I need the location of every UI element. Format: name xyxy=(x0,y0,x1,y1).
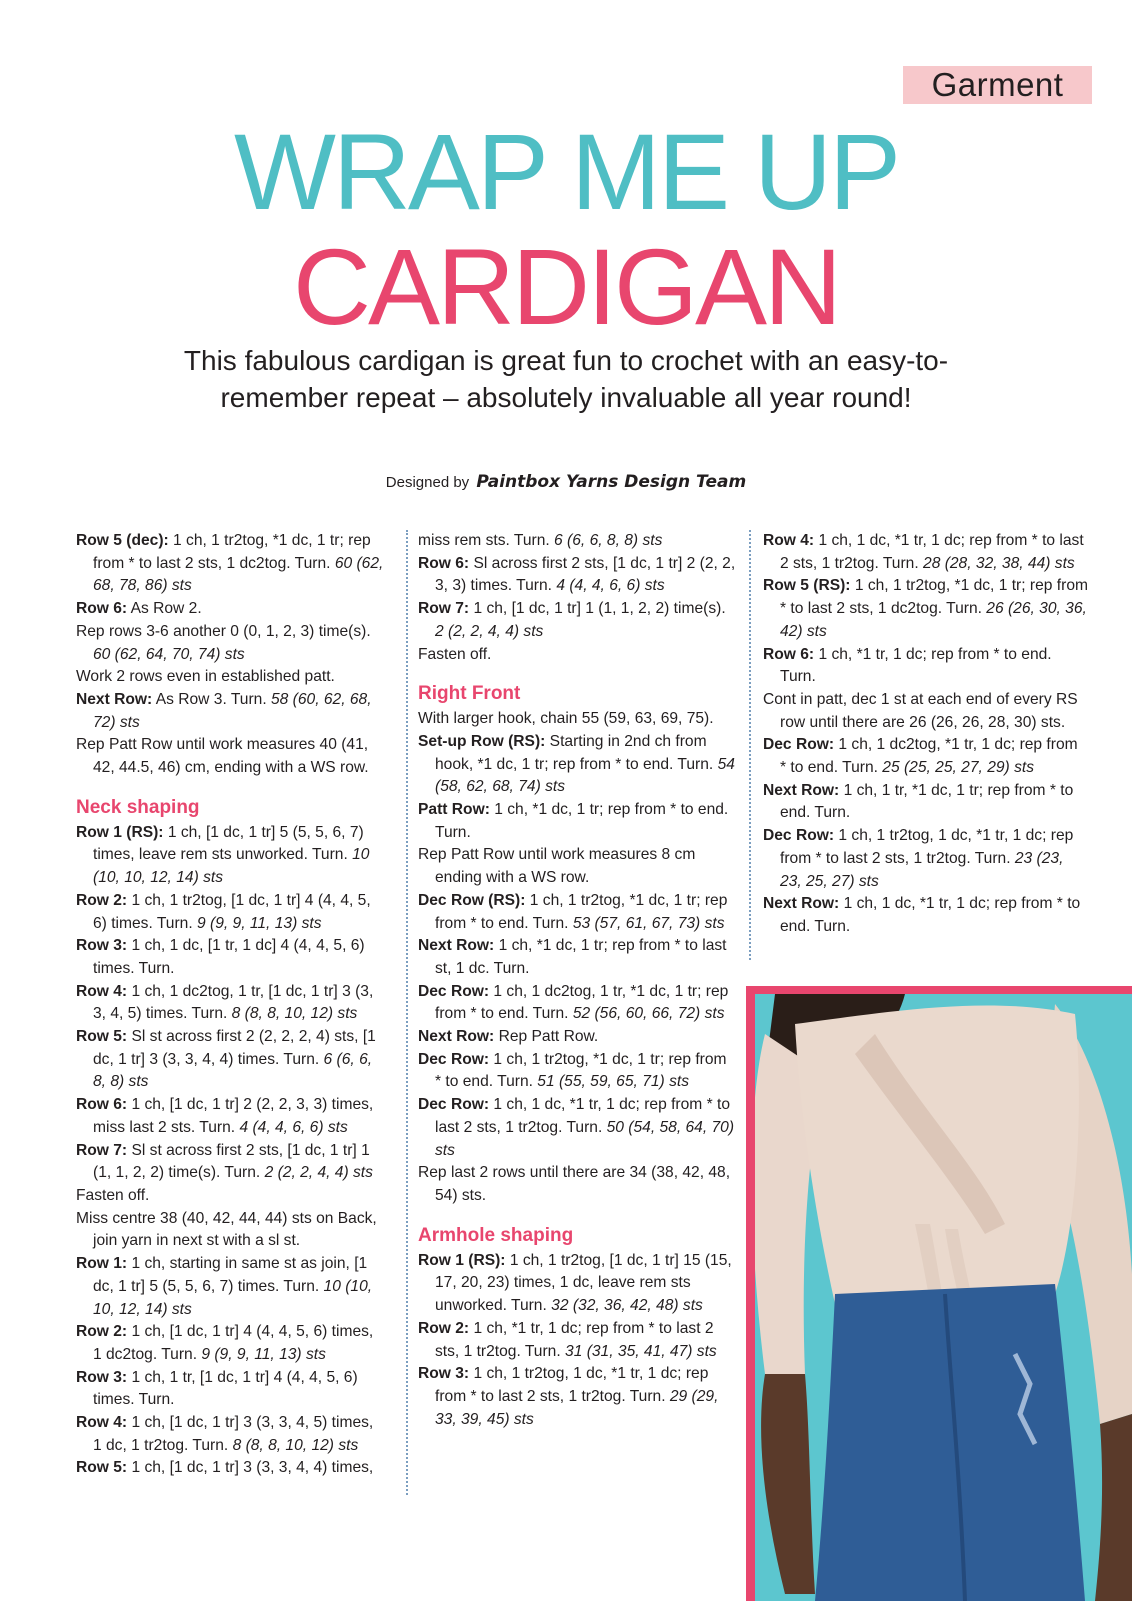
pattern-instruction xyxy=(76,1321,386,1366)
row-label: Row 7: xyxy=(76,1141,128,1159)
credit-name: Paintbox Yarns Design Team xyxy=(476,472,747,492)
pattern-instruction xyxy=(76,1140,386,1185)
pattern-instruction xyxy=(418,1094,736,1162)
pattern-instruction xyxy=(76,822,386,890)
instruction-text: 1 ch, 1 tr2tog, 1 dc, *1 tr, 1 dc; rep from * to last 2 sts, 1 tr2tog. Turn. xyxy=(435,1365,709,1405)
instruction-text: 1 ch, 1 dc2tog, *1 tr, 1 dc; rep from * to end. Turn. xyxy=(780,736,1078,777)
row-label: Row 5 (dec): xyxy=(76,532,169,549)
pattern-instruction xyxy=(418,1363,736,1431)
row-label: Row 3: xyxy=(418,1365,470,1383)
instruction-text: 1 ch, 1 tr2tog, *1 dc, 1 tr; rep from * to end. Turn. xyxy=(435,891,728,932)
pattern-column-2 xyxy=(418,530,736,1431)
pattern-instruction xyxy=(418,1318,736,1363)
instruction-text: Rep Patt Row. xyxy=(494,1028,599,1046)
instruction-text: 1 ch, 1 tr, *1 dc, 1 tr; rep from * to end. Turn. xyxy=(780,781,1074,822)
row-label: Next Row: xyxy=(763,781,840,799)
instruction-text: 1 ch, 1 dc, [1 tr, 1 dc] 4 (4, 4, 5, 6) times. Turn. xyxy=(93,937,365,977)
row-label: Dec Row: xyxy=(763,736,835,754)
pattern-instruction xyxy=(76,598,386,621)
row-label: Row 7: xyxy=(418,600,470,618)
row-label: Set-up Row (RS): xyxy=(418,732,546,750)
pattern-column-1 xyxy=(76,530,386,1480)
pattern-column-3 xyxy=(763,530,1088,939)
section-heading: Neck shaping xyxy=(76,796,200,818)
row-label: Row 1 (RS): xyxy=(76,823,164,841)
row-label: Row 6: xyxy=(418,554,470,572)
stitch-count: 50 (54, 58, 64, 70) sts xyxy=(435,1118,735,1159)
instruction-text: Rep last 2 rows until there are 34 (38, 42, 48, 54) sts. xyxy=(418,1164,731,1204)
instruction-text: 1 ch, 1 dc, *1 tr, 1 dc; rep from * to last 2 sts, 1 tr2tog. Turn. xyxy=(435,1096,731,1136)
column-divider xyxy=(406,530,408,1495)
stitch-count: 2 (2, 2, 4, 4) sts xyxy=(264,1164,373,1182)
pattern-instruction xyxy=(76,1457,386,1480)
instruction-text: miss rem sts. Turn. xyxy=(418,532,555,549)
pattern-instruction xyxy=(76,1367,386,1412)
title-line-1: WRAP ME UP xyxy=(233,111,899,232)
instruction-text: With larger hook, chain 55 (59, 63, 69, 75). xyxy=(418,710,714,728)
stitch-count: 9 (9, 9, 11, 13) sts xyxy=(197,914,322,932)
instruction-text: 1 ch, starting in same st as join, [1 dc, 1 tr] 5 (5, 5, 6, 7) times. Turn. xyxy=(93,1255,368,1295)
intro-text: This fabulous cardigan is great fun to crochet with an easy-to-remember repeat – absolutely invaluable all year round! xyxy=(183,345,949,413)
instruction-text: 1 ch, *1 tr, 1 dc; rep from * to end. Turn. xyxy=(780,645,1052,686)
stitch-count: 6 (6, 6, 8, 8) sts xyxy=(554,532,663,549)
instruction-text: As Row 3. Turn. xyxy=(152,690,271,708)
pattern-instruction xyxy=(76,1026,386,1094)
row-label: Row 5 (RS): xyxy=(763,577,851,595)
stitch-count: 4 (4, 4, 6, 6) sts xyxy=(556,577,665,595)
instruction-text: 1 ch, [1 dc, 1 tr] 3 (3, 3, 4, 4) times, xyxy=(127,1459,374,1477)
instruction-text: 1 ch, 1 tr2tog, *1 dc, 1 tr; rep from * to last 2 sts, 1 dc2tog. Turn. xyxy=(93,532,371,572)
stitch-count: 51 (55, 59, 65, 71) sts xyxy=(537,1073,689,1091)
instruction-text: Rep Patt Row until work measures 40 (41, 42, 44.5, 46) cm, ending with a WS row. xyxy=(76,736,369,777)
pattern-instruction xyxy=(76,1208,386,1253)
pattern-instruction xyxy=(76,666,386,689)
stitch-count: 31 (31, 35, 41, 47) sts xyxy=(565,1342,717,1360)
instruction-text: Sl st across first 2 (2, 2, 2, 4) sts, [1 dc, 1 tr] 3 (3, 3, 4, 4) times. Turn. xyxy=(93,1028,376,1068)
pattern-instruction xyxy=(418,530,736,553)
instruction-text: Fasten off. xyxy=(76,1186,150,1204)
row-label: Next Row: xyxy=(763,895,840,913)
stitch-count: 60 (62, 68, 78, 86) sts xyxy=(93,554,384,595)
row-label: Row 2: xyxy=(76,891,128,909)
title-line-2: CARDIGAN xyxy=(292,226,840,347)
row-label: Row 3: xyxy=(76,1368,128,1386)
row-label: Next Row: xyxy=(76,690,153,708)
stitch-count: 54 (58, 62, 68, 74) sts xyxy=(435,755,735,796)
stitch-count: 60 (62, 64, 70, 74) sts xyxy=(93,645,245,663)
pattern-instruction xyxy=(418,598,736,643)
row-label: Dec Row: xyxy=(418,1050,490,1068)
instruction-text: 1 ch, 1 tr2tog, *1 dc, 1 tr; rep from * to end. Turn. xyxy=(435,1050,727,1091)
stitch-count: 2 (2, 2, 4, 4) sts xyxy=(435,622,544,640)
pattern-instruction xyxy=(418,799,736,844)
column-divider xyxy=(749,530,751,960)
pattern-instruction xyxy=(418,890,736,935)
instruction-text: 1 ch, [1 dc, 1 tr] 1 (1, 1, 2, 2) time(s). xyxy=(469,600,726,618)
pattern-instruction xyxy=(76,621,386,666)
row-label: Row 1: xyxy=(76,1255,128,1273)
row-label: Row 4: xyxy=(76,1414,128,1432)
row-label: Dec Row: xyxy=(418,982,490,1000)
instruction-text: 1 ch, [1 dc, 1 tr] 4 (4, 4, 5, 6) times, 1 dc2tog. Turn. xyxy=(93,1323,374,1363)
instruction-text: 1 ch, [1 dc, 1 tr] 5 (5, 5, 6, 7) times, leave rem sts unworked. Turn. xyxy=(93,823,364,864)
pattern-instruction xyxy=(418,1162,736,1207)
row-label: Row 6: xyxy=(76,600,128,618)
row-label: Next Row: xyxy=(418,937,495,955)
instruction-text: 1 ch, 1 dc, *1 tr, 1 dc; rep from * to last 2 sts, 1 tr2tog. Turn. xyxy=(780,532,1084,572)
instruction-text: Sl st across first 2 sts, [1 dc, 1 tr] 1 (1, 1, 2, 2) time(s). Turn. xyxy=(93,1141,370,1182)
pattern-instruction xyxy=(763,575,1088,643)
stitch-count: 28 (28, 32, 38, 44) sts xyxy=(923,554,1075,572)
instruction-text: As Row 2. xyxy=(127,600,202,618)
row-label: Row 2: xyxy=(76,1323,128,1341)
pattern-instruction xyxy=(418,935,736,980)
pattern-instruction xyxy=(763,780,1088,825)
stitch-count: 8 (8, 8, 10, 12) sts xyxy=(231,1005,358,1023)
instruction-text: 1 ch, 1 tr, [1 dc, 1 tr] 4 (4, 4, 5, 6) times. Turn. xyxy=(93,1368,358,1409)
pattern-instruction xyxy=(418,553,736,598)
pattern-instruction xyxy=(763,893,1088,938)
stitch-count: 9 (9, 9, 11, 13) sts xyxy=(201,1345,326,1363)
stitch-count: 52 (56, 60, 66, 72) sts xyxy=(572,1005,725,1023)
row-label: Row 4: xyxy=(76,982,128,1000)
stitch-count: 26 (26, 30, 36, 42) sts xyxy=(780,600,1087,640)
row-label: Row 4: xyxy=(763,532,815,549)
instruction-text: 1 ch, [1 dc, 1 tr] 3 (3, 3, 4, 5) times, 1 dc, 1 tr2tog. Turn. xyxy=(93,1414,374,1454)
cardigan-photo xyxy=(755,994,1132,1601)
row-label: Dec Row: xyxy=(418,1096,490,1114)
stitch-count: 53 (57, 61, 67, 73) sts xyxy=(572,914,725,932)
instruction-text: 1 ch, *1 dc, 1 tr; rep from * to end. Turn. xyxy=(435,801,729,841)
cardigan-model-illustration xyxy=(755,994,1132,1601)
pattern-instruction xyxy=(418,981,736,1026)
instruction-text: Cont in patt, dec 1 st at each end of every RS row until there are 26 (26, 26, 28, 30) sts. xyxy=(763,690,1078,731)
pattern-instruction xyxy=(763,689,1088,734)
pattern-instruction xyxy=(76,981,386,1026)
instruction-text: 1 ch, *1 dc, 1 tr; rep from * to last st, 1 dc. Turn. xyxy=(435,937,727,977)
row-label: Next Row: xyxy=(418,1028,495,1046)
pattern-instruction xyxy=(76,1412,386,1457)
instruction-text: Fasten off. xyxy=(418,645,492,663)
pattern-instruction xyxy=(418,1026,736,1049)
instruction-text: 1 ch, [1 dc, 1 tr] 2 (2, 2, 3, 3) times, miss last 2 sts. Turn. xyxy=(93,1096,374,1136)
pattern-instruction xyxy=(418,644,736,667)
stitch-count: 58 (60, 62, 68, 72) sts xyxy=(93,690,372,731)
instruction-text: 1 ch, 1 tr2tog, *1 dc, 1 tr; rep from * to last 2 sts, 1 dc2tog. Turn. xyxy=(780,577,1088,618)
pattern-instruction xyxy=(418,844,736,889)
instruction-text: Rep rows 3-6 another 0 (0, 1, 2, 3) time(s). xyxy=(76,622,371,640)
row-label: Row 5: xyxy=(76,1459,128,1477)
stitch-count: 8 (8, 8, 10, 12) sts xyxy=(232,1436,359,1454)
instruction-text: 1 ch, 1 dc2tog, 1 tr, [1 dc, 1 tr] 3 (3, 3, 4, 5) times. Turn. xyxy=(93,982,374,1023)
pattern-instruction xyxy=(76,530,386,598)
stitch-count: 23 (23, 23, 25, 27) sts xyxy=(780,849,1064,890)
instruction-text: 1 ch, 1 tr2tog, 1 dc, *1 tr, 1 dc; rep from * to last 2 sts, 1 tr2tog. Turn. xyxy=(780,827,1074,867)
stitch-count: 25 (25, 25, 27, 29) sts xyxy=(882,759,1034,777)
pattern-instruction xyxy=(76,890,386,935)
row-label: Row 2: xyxy=(418,1319,470,1337)
pattern-instruction xyxy=(76,1185,386,1208)
instruction-text: Starting in 2nd ch from hook, *1 dc, 1 tr; rep from * to end. Turn. xyxy=(435,732,718,773)
pattern-instruction xyxy=(76,689,386,734)
section-heading: Armhole shaping xyxy=(418,1224,574,1246)
instruction-text: Work 2 rows even in established patt. xyxy=(76,668,335,686)
pattern-instruction xyxy=(418,1250,736,1318)
pattern-instruction xyxy=(76,935,386,980)
pattern-instruction xyxy=(418,1049,736,1094)
instruction-text: Sl across first 2 sts, [1 dc, 1 tr] 2 (2, 2, 3, 3) times. Turn. xyxy=(435,554,736,595)
pattern-instruction xyxy=(418,731,736,799)
instruction-text: Rep Patt Row until work measures 8 cm ending with a WS row. xyxy=(418,846,696,887)
row-label: Dec Row: xyxy=(763,827,835,845)
stitch-count: 29 (29, 33, 39, 45) sts xyxy=(435,1387,719,1428)
instruction-text: 1 ch, *1 tr, 1 dc; rep from * to last 2 sts, 1 tr2tog. Turn. xyxy=(435,1319,714,1360)
pattern-instruction xyxy=(76,1094,386,1139)
instruction-text: Miss centre 38 (40, 42, 44, 44) sts on Back, join yarn in next st with a sl st. xyxy=(76,1209,377,1250)
stitch-count: 10 (10, 10, 12, 14) sts xyxy=(93,846,370,887)
row-label: Row 3: xyxy=(76,937,128,955)
stitch-count: 10 (10, 10, 12, 14) sts xyxy=(93,1277,373,1318)
row-label: Patt Row: xyxy=(418,801,490,819)
section-heading: Right Front xyxy=(418,683,521,705)
instruction-text: 1 ch, 1 dc, *1 tr, 1 dc; rep from * to end. Turn. xyxy=(780,895,1081,935)
instruction-text: 1 ch, 1 tr2tog, [1 dc, 1 tr] 4 (4, 4, 5, 6) times. Turn. xyxy=(93,891,371,932)
designer-credit xyxy=(0,472,1132,492)
section-tag: Garment xyxy=(903,66,1092,104)
pattern-instruction xyxy=(763,825,1088,893)
pattern-instruction xyxy=(418,708,736,731)
pattern-instruction xyxy=(76,1253,386,1321)
stitch-count: 32 (32, 36, 42, 48) sts xyxy=(551,1297,703,1315)
pattern-instruction xyxy=(76,734,386,779)
row-label: Dec Row (RS): xyxy=(418,891,526,909)
stitch-count: 6 (6, 6, 8, 8) sts xyxy=(93,1050,373,1091)
pattern-instruction xyxy=(763,530,1088,575)
pattern-instruction xyxy=(763,734,1088,779)
row-label: Row 6: xyxy=(76,1096,128,1114)
instruction-text: 1 ch, 1 tr2tog, [1 dc, 1 tr] 15 (15, 17, 20, 23) times, 1 dc, leave rem sts unworked. Turn. xyxy=(435,1251,732,1315)
pattern-instruction xyxy=(763,644,1088,689)
row-label: Row 1 (RS): xyxy=(418,1251,506,1269)
credit-prefix: Designed by xyxy=(385,474,470,491)
stitch-count: 4 (4, 4, 6, 6) sts xyxy=(239,1118,348,1136)
row-label: Row 6: xyxy=(763,645,815,663)
row-label: Row 5: xyxy=(76,1028,128,1046)
instruction-text: 1 ch, 1 dc2tog, 1 tr, *1 dc, 1 tr; rep from * to end. Turn. xyxy=(435,982,729,1023)
